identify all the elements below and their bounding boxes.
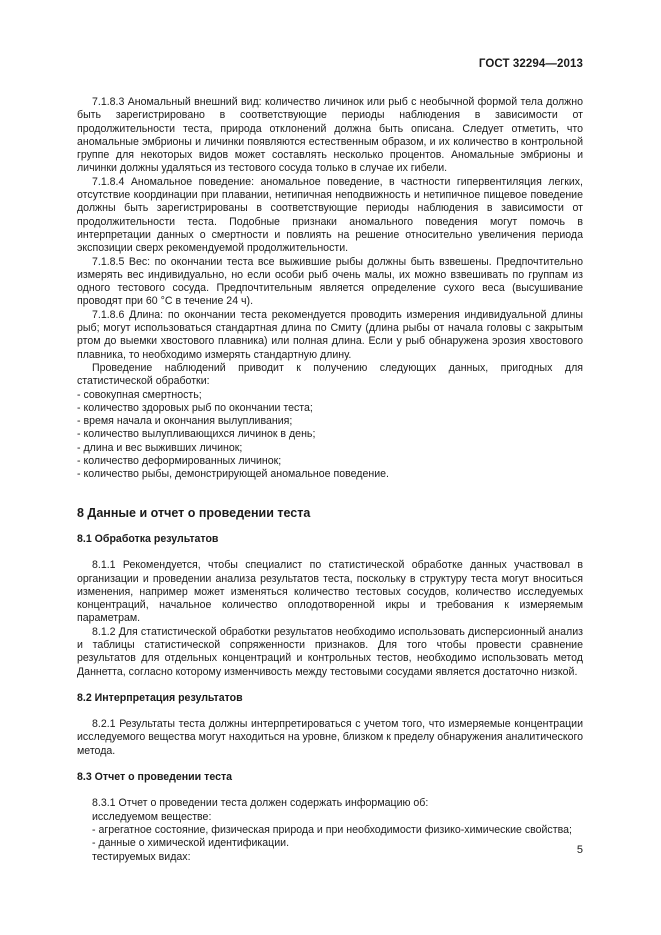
- list-item: - совокупная смертность;: [77, 388, 202, 401]
- paragraph-8-3-1: 8.3.1 Отчет о проведении теста должен содержать информацию об:: [92, 797, 429, 810]
- page-number: 5: [576, 844, 583, 856]
- paragraph-8-2-1: 8.2.1 Результаты теста должны интерпретироваться с учетом того, что измеряемые концентрации исследуемого вещества могут находиться на уровне, близком к пределу обнаружения аналитического метода.: [77, 718, 583, 757]
- paragraph-observations-intro: Проведение наблюдений приводит к получению следующих данных, пригодных для статистической обработки:: [77, 361, 583, 388]
- paragraph-7-1-8-6: 7.1.8.6 Длина: по окончании теста рекомендуется проводить измерения индивидуальной длины рыб; могут использоваться стандартная длина по Смиту (длина рыбы от начала головы с закрытым ртом до выемки хвостового плавника) или полная длина. Если у рыб обнаружена эрозия хвостового плавника, то необходимо измерять стандартную длину.: [77, 308, 583, 361]
- section-8-1-title: 8.1 Обработка результатов: [77, 532, 219, 545]
- observations-list: [77, 389, 583, 482]
- report-item-species: тестируемых видах:: [92, 850, 191, 863]
- page-content: [77, 96, 583, 864]
- list-item: - данные о химической идентификации.: [92, 837, 290, 850]
- paragraph-7-1-8-3: 7.1.8.3 Аномальный внешний вид: количество личинок или рыб с необычной формой тела должно быть зарегистрировано в соответствующие периоды наблюдения в зависимости от продолжительности теста, природа отклонений должна быть описана. Следует отметить, что аномальные эмбрионы и личинки появляются естественным образом, и их количество в контрольной группе для некоторых видов может составлять несколько процентов. Аномальные эмбрионы и личинки должны удаляться из тестового сосуда только в случае их гибели.: [77, 96, 583, 175]
- report-item-substance: исследуемом веществе:: [92, 810, 212, 823]
- list-item: - количество деформированных личинок;: [77, 455, 282, 468]
- section-8-3-title: 8.3 Отчет о проведении теста: [77, 771, 233, 784]
- section-8-title: 8 Данные и отчет о проведении теста: [77, 505, 311, 520]
- list-item: - количество рыбы, демонстрирующей аномальное поведение.: [77, 468, 389, 481]
- substance-list: [77, 824, 583, 851]
- paragraph-8-1-2: 8.1.2 Для статистической обработки результатов необходимо использовать дисперсионный анализ и таблицы статистической сопряженности признаков. Для того чтобы провести сравнение результатов для отдельных концентраций и контрольных тестов, необходимо использовать метод Даннетта, согласно которому изменчивость между тестовыми сосудами является достаточно низкой.: [77, 625, 583, 678]
- list-item: - количество вылупливающихся личинок в день;: [77, 428, 316, 441]
- paragraph-7-1-8-4: 7.1.8.4 Аномальное поведение: аномальное поведение, в частности гипервентиляция легких, отсутствие координации при плавании, нетипичная неподвижность и нетипичное пищевое поведение должны быть зарегистрированы в соответствующие периоды наблюдения в зависимости от продолжительности теста. Подобные признаки аномального поведения могут помочь в интерпретации данных о смертности и повлиять на решение относительно увеличения периода экспозиции сверх рекомендуемой продолжительности.: [77, 175, 583, 255]
- list-item: - количество здоровых рыб по окончании теста;: [77, 401, 313, 414]
- document-header: ГОСТ 32294—2013: [478, 58, 583, 70]
- list-item: - агрегатное состояние, физическая природа и при необходимости физико-химические свойства;: [92, 823, 572, 836]
- paragraph-7-1-8-5: 7.1.8.5 Вес: по окончании теста все выжившие рыбы должны быть взвешены. Предпочтительно измерять вес индивидуально, но если особи рыб очень малы, их можно взвешивать по группам из одного тестового сосуда. Предпочтительным является определение сухого веса (высушивание проводят при 60 °С в течение 24 ч).: [77, 255, 583, 308]
- section-8-2-title: 8.2 Интерпретация результатов: [77, 691, 243, 704]
- list-item: - длина и вес выживших личинок;: [77, 441, 243, 454]
- list-item: - время начала и окончания вылупливания;: [77, 415, 293, 428]
- paragraph-8-1-1: 8.1.1 Рекомендуется, чтобы специалист по статистической обработке данных участвовал в организации и проведении анализа результатов теста, поскольку в структуру теста могут вноситься изменения, например может изменяться количество тестовых сосудов, количество исследуемых концентраций, начальное количество оплодотворенной икры и требования к измеряемым параметрам.: [77, 559, 583, 625]
